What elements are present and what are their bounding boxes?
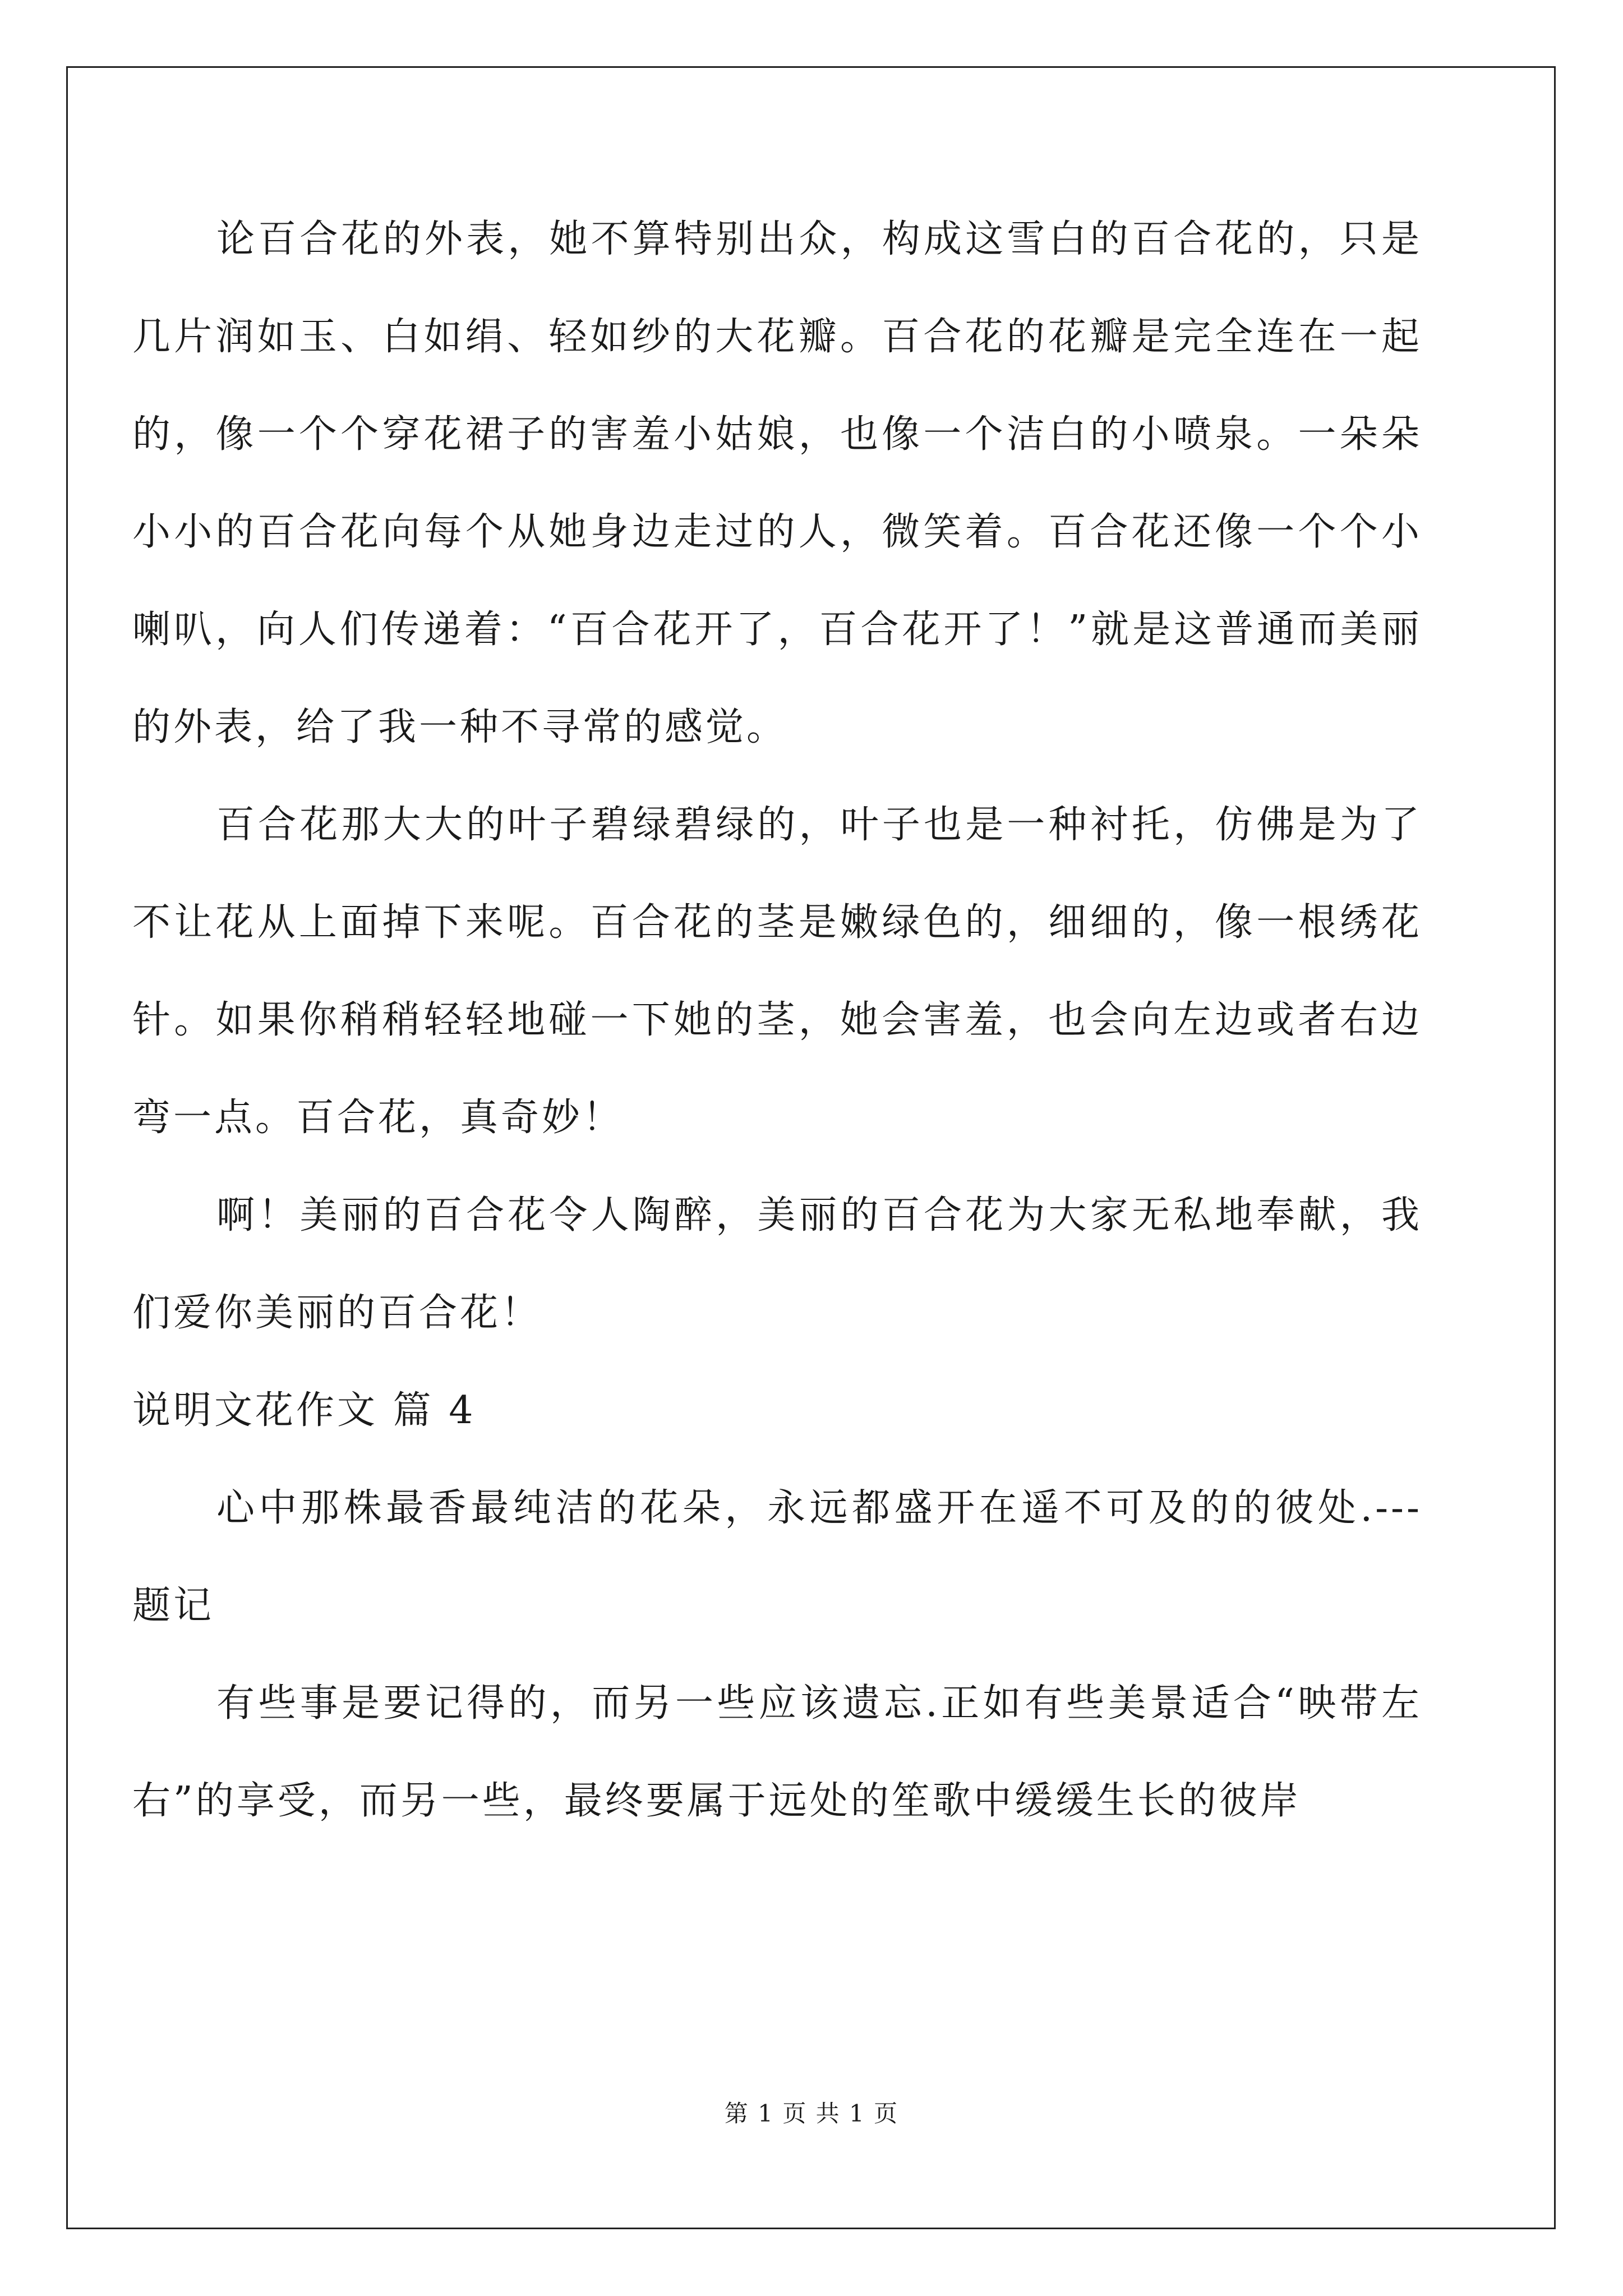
paragraph-appearance: 论百合花的外表，她不算特别出众，构成这雪白的百合花的，只是几片润如玉、白如绢、轻如纱的大花瓣。百合花的花瓣是完全连在一起的，像一个个穿花裙子的害羞小姑娘，也像一个洁白的小喷泉。一朵朵小小的百合花向每个从她身边走过的人，微笑着。百合花还像一个个小喇叭，向人们传递着：“百合花开了，百合花开了！”就是这普通而美丽的外表，给了我一种不寻常的感觉。: [132, 217, 1422, 749]
section-heading: 说明文花作文 篇 4: [132, 1388, 476, 1433]
page-footer: 第 1 页 共 1 页: [724, 2100, 899, 2127]
paragraph-conclusion: 啊！美丽的百合花令人陶醉，美丽的百合花为大家无私地奉献，我们爱你美丽的百合花！: [132, 1193, 1422, 1335]
paragraph-memory: 有些事是要记得的，而另一些应该遗忘.正如有些美景适合“映带左右”的享受，而另一些，最终要属于远处的笙歌中缓缓生长的彼岸: [132, 1681, 1422, 1823]
paragraph-leaves-stem: 百合花那大大的叶子碧绿碧绿的，叶子也是一种衬托，仿佛是为了不让花从上面掉下来呢。百合花的茎是嫩绿色的，细细的，像一根绣花针。如果你稍稍轻轻地碰一下她的茎，她会害羞，也会向左边或者右边弯一点。百合花，真奇妙！: [132, 803, 1422, 1140]
document-body: [132, 191, 1422, 1850]
paragraph-epigraph: 心中那株最香最纯洁的花朵，永远都盛开在遥不可及的的彼处.---题记: [132, 1486, 1422, 1628]
